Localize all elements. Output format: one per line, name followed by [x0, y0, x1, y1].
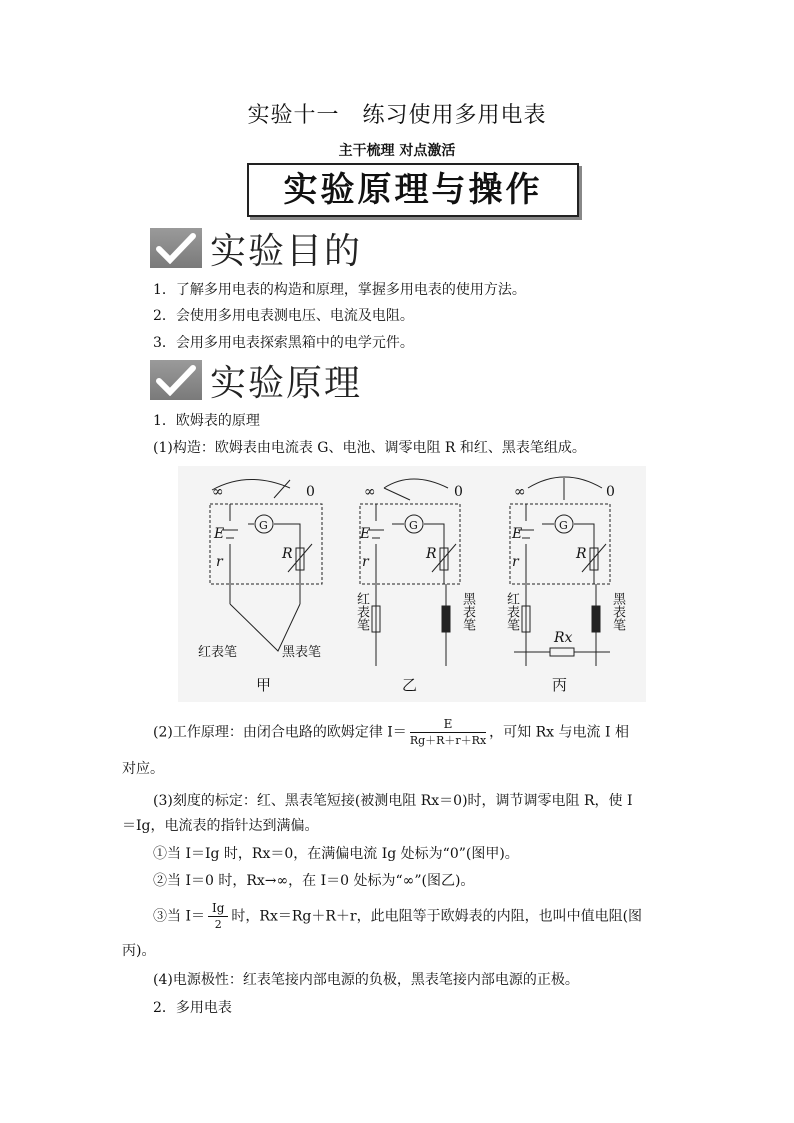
principle-heading-text: 实验原理 — [210, 362, 363, 404]
working-principle-text-end: ，可知 Rx 与电流 I 相 — [489, 724, 629, 741]
black-probe-label: 黑表笔 — [282, 645, 322, 660]
rx-label: Rx — [554, 630, 573, 646]
multimeter-title: 2．多用电表 — [153, 1000, 232, 1016]
caption-bing: 丙 — [552, 676, 568, 694]
purpose-item-2: 2．会使用多用电表测电压、电流及电阻。 — [153, 308, 414, 324]
emf-label: E — [512, 526, 523, 542]
zero-label: 0 — [306, 484, 315, 500]
scale-calibration-line-2: ＝Ig，电流表的指针达到满偏。 — [122, 818, 319, 834]
meter-label: G — [559, 519, 568, 532]
caption-jia: 甲 — [256, 676, 272, 694]
red-probe-label: 红表笔 — [354, 592, 369, 631]
rheostat-label: R — [282, 546, 293, 562]
r-label: r — [512, 554, 519, 570]
purpose-heading — [150, 226, 362, 270]
scale-calibration-line-1: (3)刻度的标定：红、黑表笔短接(被测电阻 Rx＝0)时，调节调零电阻 R，使 I — [153, 793, 633, 809]
ohm-law-fraction — [410, 716, 486, 749]
section-banner: 实验原理与操作 — [247, 163, 579, 217]
ohmmeter-circuit-figure — [178, 466, 646, 702]
caption-yi: 乙 — [402, 676, 418, 694]
case-half-continuation: 丙)。 — [122, 943, 156, 959]
page-subtitle: 主干梳理 对点激活 — [338, 143, 456, 159]
black-probe-label: 黑表笔 — [610, 592, 625, 631]
zero-label: 0 — [454, 484, 463, 500]
case-half-text: ③当 I＝ — [153, 908, 205, 925]
meter-label: G — [259, 519, 268, 532]
r-label: r — [362, 554, 369, 570]
inf-label: ∞ — [212, 484, 224, 500]
working-principle-paragraph — [153, 716, 629, 749]
polarity-paragraph: (4)电源极性：红表笔接内部电源的负极，黑表笔接内部电源的正极。 — [153, 972, 579, 988]
principle-heading — [150, 358, 362, 402]
emf-label: E — [360, 526, 371, 542]
purpose-heading-text: 实验目的 — [210, 230, 363, 272]
purpose-item-3: 3．会用多用电表探索黑箱中的电学元件。 — [153, 335, 414, 351]
emf-label: E — [214, 526, 225, 542]
inf-label: ∞ — [514, 484, 526, 500]
red-probe-label: 红表笔 — [504, 592, 519, 631]
fraction-denominator: 2 — [214, 918, 222, 931]
working-principle-continuation: 对应。 — [122, 761, 164, 777]
inf-label: ∞ — [364, 484, 376, 500]
case-half-scale — [153, 900, 642, 933]
fraction-numerator: Ig — [208, 900, 228, 917]
rheostat-label: R — [426, 546, 437, 562]
meter-label: G — [409, 519, 418, 532]
fraction-denominator: Rg＋R＋r＋Rx — [409, 734, 487, 747]
black-probe-label: 黑表笔 — [460, 592, 475, 631]
fraction-numerator: E — [410, 716, 486, 733]
page-title: 实验十一 练习使用多用电表 — [247, 103, 547, 128]
case-half-text-end: 时，Rx＝Rg＋R＋r，此电阻等于欧姆表的内阻，也叫中值电阻(图 — [231, 908, 643, 925]
construction-paragraph: (1)构造：欧姆表由电流表 G、电池、调零电阻 R 和红、黑表笔组成。 — [153, 440, 586, 456]
case-zero-current: ②当 I＝0 时，Rx→∞，在 I＝0 处标为“∞”(图乙)。 — [153, 873, 475, 889]
half-fraction — [208, 900, 228, 933]
checkmark-icon — [150, 228, 202, 268]
r-label: r — [216, 554, 223, 570]
checkmark-icon — [150, 360, 202, 400]
working-principle-text: (2)工作原理：由闭合电路的欧姆定律 I＝ — [153, 724, 407, 741]
case-full-scale: ①当 I＝Ig 时，Rx＝0，在满偏电流 Ig 处标为“0”(图甲)。 — [153, 846, 519, 862]
red-probe-label: 红表笔 — [198, 645, 238, 660]
ohmmeter-principle-title: 1．欧姆表的原理 — [153, 413, 260, 429]
rheostat-label: R — [576, 546, 587, 562]
purpose-item-1: 1．了解多用电表的构造和原理，掌握多用电表的使用方法。 — [153, 282, 526, 298]
zero-label: 0 — [606, 484, 615, 500]
